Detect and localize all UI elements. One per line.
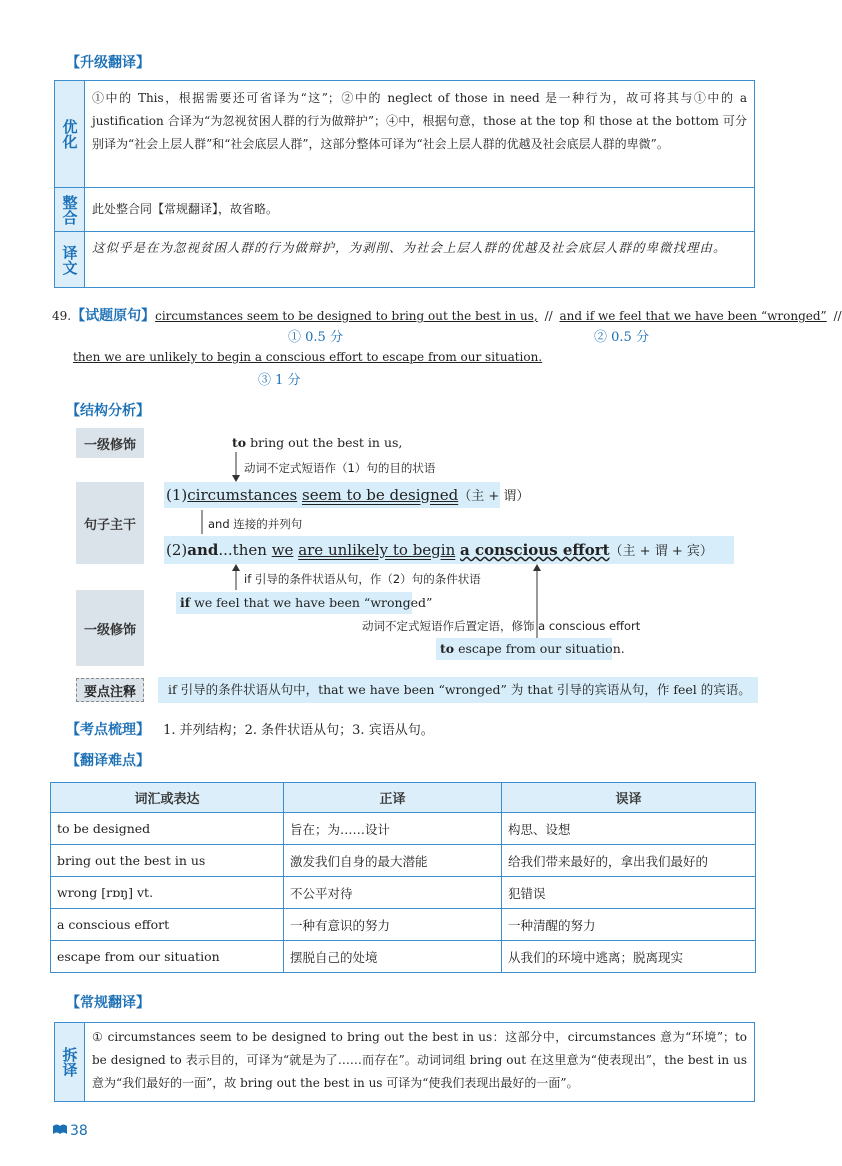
to-phrase-top [232, 435, 402, 450]
clause-1-predicate: seem to be designed [302, 486, 459, 504]
structure-analysis-label: 【结构分析】 [66, 403, 150, 419]
if-clause-text: we feel that we have been “wronged” [190, 595, 433, 610]
to-phrase-text: bring out the best in us, [246, 435, 403, 450]
clause-2-and: and [187, 541, 219, 559]
integrate-text: 此处整合同【常规翻译】，故省略。 [92, 202, 279, 216]
correct-cell: 一种有意识的努力 [284, 909, 502, 941]
regular-translation-table [54, 1022, 755, 1102]
purpose-note: 动词不定式短语作（1）句的目的状语 [244, 461, 436, 475]
to-word-2: to [440, 641, 455, 656]
page-number: 38 [70, 1123, 88, 1139]
main-clause-tag: 句子主干 [76, 482, 144, 564]
header-correct: 正译 [284, 783, 502, 813]
header-expression: 词汇或表达 [51, 783, 284, 813]
to-phrase-bottom [440, 641, 625, 656]
exam-points [66, 719, 434, 739]
expression-cell: to be designed [51, 813, 284, 845]
regular-translation-label: 【常规翻译】 [66, 995, 150, 1011]
clause-2-tag: （主 + 谓 + 宾） [609, 544, 713, 559]
clause-1 [166, 485, 529, 504]
question-number: 49. [52, 309, 72, 323]
upgrade-translation-label: 【升级翻译】 [66, 55, 150, 71]
difficulty-label: 【翻译难点】 [66, 753, 150, 769]
separator-2: // [833, 309, 842, 323]
header-wrong: 误译 [502, 783, 756, 813]
expression-cell: a conscious effort [51, 909, 284, 941]
page-footer [52, 1123, 88, 1139]
modifier-tag-top: 一级修饰 [76, 428, 144, 458]
clause-2-object: a conscious effort [460, 541, 610, 559]
score-2: ② 0.5 分 [594, 330, 649, 345]
expression-cell: wrong [rɒŋ] vt. [51, 877, 284, 909]
modifier-tag-bottom: 一级修饰 [76, 590, 144, 666]
keypoint-text: if 引导的条件状语从句中，that we have been “wronged” 为 that 引导的宾语从句，作 feel 的宾语。 [158, 677, 758, 703]
translation-head: 译文 [55, 232, 85, 287]
if-word: if [180, 595, 191, 610]
expression-cell: bring out the best in us [51, 845, 284, 877]
integrate-head: 整合 [55, 188, 85, 231]
correct-cell: 摆脱自己的处境 [284, 941, 502, 973]
table-row [51, 877, 756, 909]
clause-2-num: (2) [166, 541, 188, 559]
attributive-note: 动词不定式短语作后置定语，修饰 a conscious effort [362, 619, 641, 633]
to-word: to [232, 435, 247, 450]
clause-2 [166, 540, 713, 559]
score-3: ③ 1 分 [258, 373, 301, 388]
original-sentence-label: 【试题原句】 [71, 308, 156, 324]
table-row [51, 909, 756, 941]
correct-cell: 激发我们自身的最大潜能 [284, 845, 502, 877]
wrong-cell: 犯错误 [502, 877, 756, 909]
clause-2-subject: we [271, 541, 294, 559]
sentence-part-1: circumstances seem to be designed to bring out the best in us, [155, 309, 538, 323]
separator-1: // [544, 309, 553, 323]
condition-note: if 引导的条件状语从句，作（2）句的条件状语 [244, 572, 481, 586]
clause-1-tag: （主 + 谓） [458, 489, 530, 504]
clause-1-subject: circumstances [187, 486, 298, 504]
sentence-part-3: then we are unlikely to begin a conscious effort to escape from our situation. [73, 350, 543, 364]
wrong-cell: 一种清醒的努力 [502, 909, 756, 941]
table-row [51, 941, 756, 973]
if-clause [180, 595, 432, 610]
table-row [51, 813, 756, 845]
translation-text: 这似乎是在为忽视贫困人群的行为做辩护，为剥削、为社会上层人群的优越及社会底层人群的卑微找理由。 [92, 240, 727, 255]
to-phrase-2-text: escape from our situation. [454, 641, 625, 656]
correct-cell: 不公平对待 [284, 877, 502, 909]
score-1: ① 0.5 分 [288, 330, 343, 345]
clause-2-predicate: are unlikely to begin [298, 541, 456, 559]
split-translation-head: 拆译 [55, 1023, 85, 1101]
difficulty-table [50, 782, 756, 973]
exam-points-text: 1. 并列结构；2. 条件状语从句；3. 宾语从句。 [163, 723, 434, 738]
wrong-cell: 构思、设想 [502, 813, 756, 845]
exam-points-label: 【考点梳理】 [66, 722, 150, 738]
wrong-cell: 从我们的环境中逃离；脱离现实 [502, 941, 756, 973]
wrong-cell: 给我们带来最好的，拿出我们最好的 [502, 845, 756, 877]
correct-cell: 旨在；为……设计 [284, 813, 502, 845]
split-translation-row [55, 1023, 754, 1101]
book-icon [52, 1123, 68, 1139]
optimize-head: 优化 [55, 81, 85, 187]
clause-2-mid: ...then [218, 541, 272, 559]
expression-cell: escape from our situation [51, 941, 284, 973]
difficulty-header-row [51, 783, 756, 813]
clause-1-num: (1) [166, 486, 188, 504]
keypoint-tag: 要点注释 [76, 678, 144, 702]
split-translation-text: ① circumstances seem to be designed to bring out the best in us：这部分中，circumstances 意为“环境”；to be designed to 表示目的，可译为“就是为了……而存在”。动词词组 bring out 在这里意为“使表现出”，the best in us 意为“我们最好的一面”，故 bring out the best in us 可译为“使我们表现出最好的一面”。 [92, 1030, 747, 1090]
table-row [51, 845, 756, 877]
optimize-text: ①中的 This，根据需要还可省译为“这”；②中的 neglect of those in need 是一种行为，故可将其与①中的 a justification 合译为“为忽视贫困人群的行为做辩护”；④中，根据句意，those at the top 和 those at the bottom 可分别译为“社会上层人群”和“社会底层人群”，这部分整体可译为“社会上层人群的优越及社会底层人群的卑微”。 [92, 91, 747, 151]
sentence-part-2: and if we feel that we have been “wronged” [559, 309, 827, 323]
conjunction-note: and 连接的并列句 [208, 517, 303, 531]
